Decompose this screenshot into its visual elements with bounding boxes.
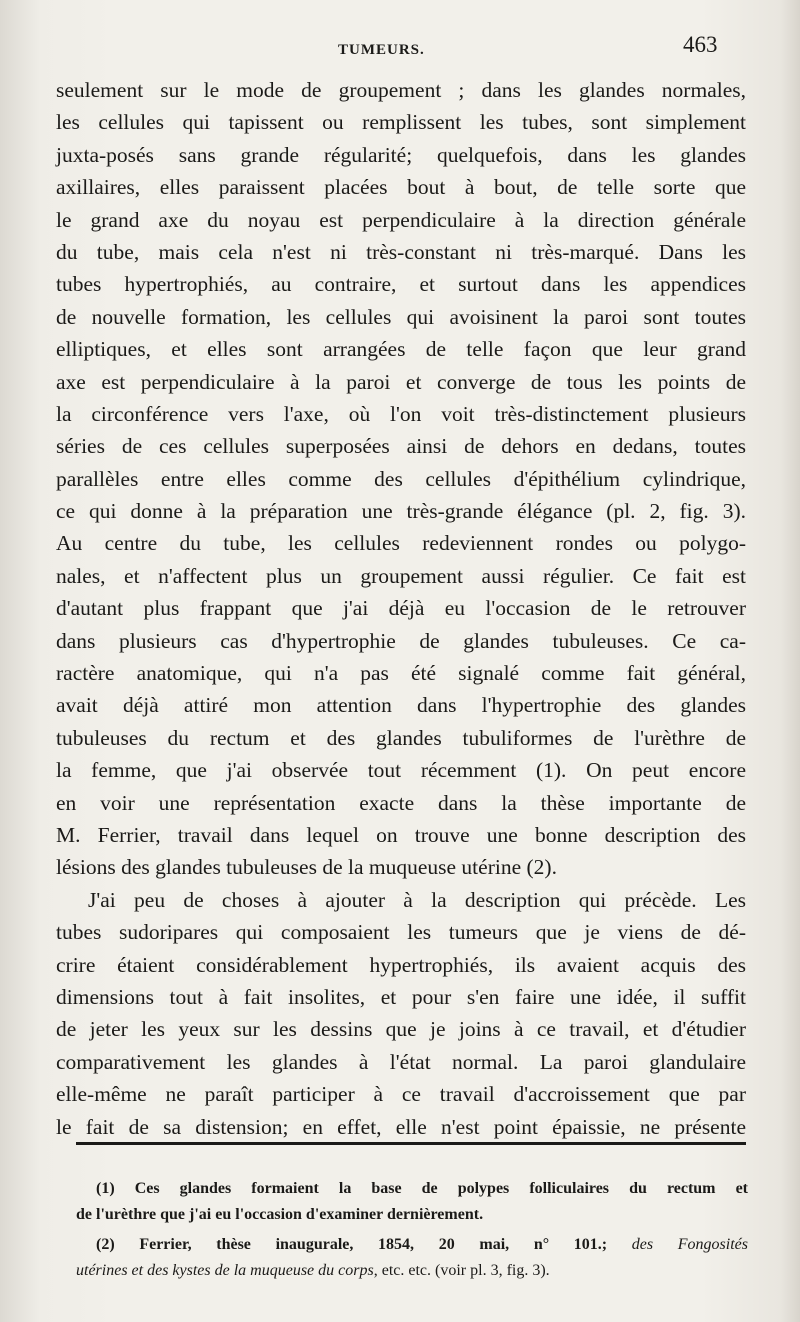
text-line: la circonférence vers l'axe, où l'on voit très-distinctement plusieurs bbox=[56, 401, 746, 426]
text-line: de jeter les yeux sur les dessins que je joins à ce travail, et d'étudier bbox=[56, 1017, 746, 1042]
text-line: ce qui donne à la préparation une très-grande élégance (pl. 2, fig. 3). bbox=[56, 499, 746, 524]
text-line: Au centre du tube, les cellules redeviennent rondes ou polygo- bbox=[56, 531, 746, 556]
text-line: comparativement les glandes à l'état normal. La paroi glandulaire bbox=[56, 1049, 746, 1074]
running-title: TUMEURS. bbox=[338, 42, 425, 58]
footnote-1-line: (1) Ces glandes formaient la base de polypes folliculaires du rectum et bbox=[96, 1180, 748, 1197]
text-line: tubes hypertrophiés, au contraire, et surtout dans les appendices bbox=[56, 272, 746, 297]
text-line: séries de ces cellules superposées ainsi de dehors en dedans, toutes bbox=[56, 434, 746, 459]
footnote-2-ref: (2) Ferrier, thèse inaugurale, 1854, 20 mai, n° 101.; bbox=[96, 1236, 608, 1253]
text-line: dimensions tout à fait insolites, et pour s'en faire une idée, il suffit bbox=[56, 984, 746, 1009]
text-line: elle-même ne paraît participer à ce travail d'accroissement que par bbox=[56, 1082, 746, 1107]
text-line: en voir une représentation exacte dans la thèse importante de bbox=[56, 790, 746, 815]
text-line: du tube, mais cela n'est ni très-constant ni très-marqué. Dans les bbox=[56, 239, 746, 264]
footnote-divider bbox=[76, 1142, 746, 1145]
text-line: crire étaient considérablement hypertrophiés, ils avaient acquis des bbox=[56, 952, 746, 977]
footnotes bbox=[76, 1176, 748, 1284]
page-header bbox=[0, 32, 800, 62]
text-line: tubes sudoripares qui composaient les tumeurs que je viens de dé- bbox=[56, 920, 746, 945]
text-line: le grand axe du noyau est perpendiculaire à la direction générale bbox=[56, 207, 746, 232]
footnote-2-line bbox=[76, 1258, 748, 1284]
body-text bbox=[56, 74, 746, 1143]
text-line: le fait de sa distension; en effet, elle n'est point épaissie, ne présente bbox=[56, 1114, 746, 1139]
text-line: parallèles entre elles comme des cellules d'épithélium cylindrique, bbox=[56, 466, 746, 491]
text-line: d'autant plus frappant que j'ai déjà eu l'occasion de le retrouver bbox=[56, 596, 746, 621]
footnote-2-line bbox=[76, 1232, 748, 1258]
footnote-2-title: des Fongosités bbox=[631, 1236, 748, 1253]
text-line: M. Ferrier, travail dans lequel on trouve une bonne description des bbox=[56, 822, 746, 847]
text-line: J'ai peu de choses à ajouter à la description qui précède. Les bbox=[88, 887, 746, 912]
page-number: 463 bbox=[683, 32, 718, 57]
text-line: nales, et n'affectent plus un groupement aussi régulier. Ce fait est bbox=[56, 563, 746, 588]
text-line: axillaires, elles paraissent placées bout à bout, de telle sorte que bbox=[56, 175, 746, 200]
footnote-2-title-cont: utérines et des kystes de la muqueuse du corps bbox=[76, 1262, 374, 1279]
text-line: juxta-posés sans grande régularité; quelquefois, dans les glandes bbox=[56, 142, 746, 167]
text-line: lésions des glandes tubuleuses de la muqueuse utérine (2). bbox=[56, 855, 557, 880]
text-line: ractère anatomique, qui n'a pas été signalé comme fait général, bbox=[56, 661, 746, 686]
footnote-1-line: de l'urèthre que j'ai eu l'occasion d'examiner dernièrement. bbox=[76, 1206, 484, 1223]
text-line: seulement sur le mode de groupement ; dans les glandes normales, bbox=[56, 78, 746, 102]
text-line: tubuleuses du rectum et des glandes tubuliformes de l'urèthre de bbox=[56, 725, 746, 750]
text-line: les cellules qui tapissent ou remplissent les tubes, sont simplement bbox=[56, 110, 746, 135]
text-line: de nouvelle formation, les cellules qui avoisinent la paroi sont toutes bbox=[56, 304, 746, 329]
footnote-2-ref-cont: , etc. etc. (voir pl. 3, fig. 3). bbox=[373, 1262, 550, 1279]
text-line: elliptiques, et elles sont arrangées de telle façon que leur grand bbox=[56, 337, 746, 362]
text-line: dans plusieurs cas d'hypertrophie de glandes tubuleuses. Ce ca- bbox=[56, 628, 746, 653]
text-line: avait déjà attiré mon attention dans l'hypertrophie des glandes bbox=[56, 693, 746, 718]
text-line: la femme, que j'ai observée tout récemment (1). On peut encore bbox=[56, 758, 746, 783]
text-line: axe est perpendiculaire à la paroi et converge de tous les points de bbox=[56, 369, 746, 394]
